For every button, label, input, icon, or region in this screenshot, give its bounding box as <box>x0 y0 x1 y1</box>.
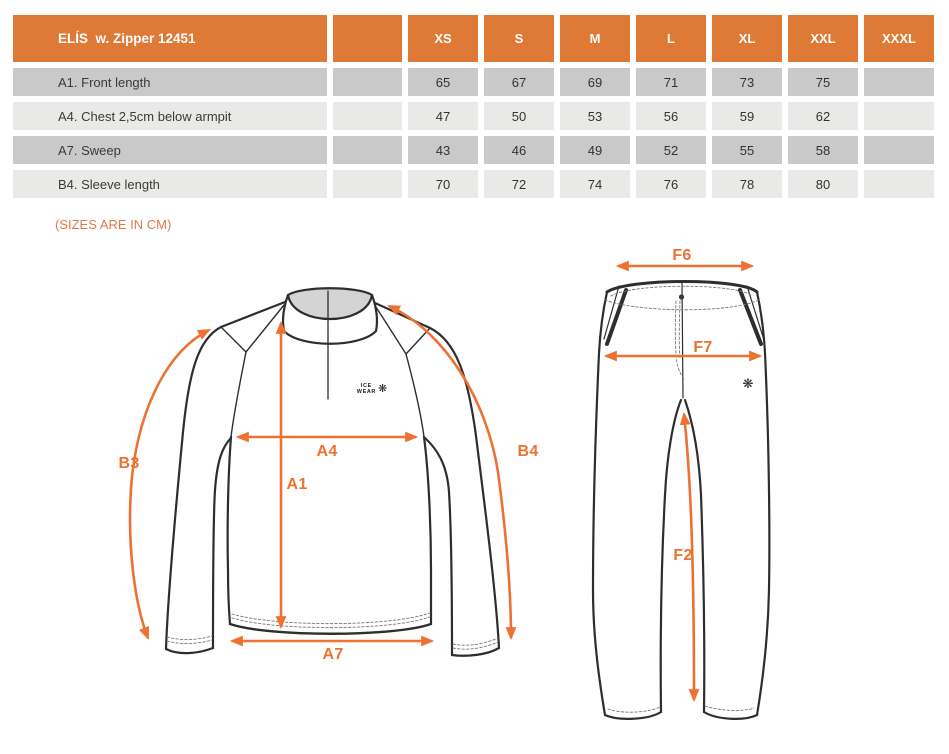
logo-text-line2: WEAR <box>356 389 376 395</box>
row-label-sweep: A7. Sweep <box>13 136 327 164</box>
value-cell: 74 <box>560 170 630 198</box>
measurement-label-a1: A1 <box>286 476 308 493</box>
row-label-sleeve-length: B4. Sleeve length <box>13 170 327 198</box>
value-cell: 58 <box>788 136 858 164</box>
value-cell: 62 <box>788 102 858 130</box>
measurement-label-b3: B3 <box>118 455 140 472</box>
value-cell: 72 <box>484 170 554 198</box>
value-cell: 55 <box>712 136 782 164</box>
size-header-xs: XS <box>408 15 478 62</box>
measurement-label-a7: A7 <box>322 646 344 663</box>
size-header-xxl: XXL <box>788 15 858 62</box>
sizes-unit-note: (SIZES ARE IN CM) <box>55 217 172 232</box>
collar-opening <box>288 288 372 319</box>
snowflake-icon: ❋ <box>378 382 388 395</box>
value-cell: 69 <box>560 68 630 96</box>
row-label-chest: A4. Chest 2,5cm below armpit <box>13 102 327 130</box>
value-cell: 70 <box>408 170 478 198</box>
value-cell: 56 <box>636 102 706 130</box>
stitch-lines <box>167 613 498 649</box>
measurement-label-b4: B4 <box>517 443 539 460</box>
size-header-m: M <box>560 15 630 62</box>
measurement-label-f6: F6 <box>672 247 692 264</box>
snowflake-icon: ❋ <box>742 376 754 391</box>
measurement-label-f7: F7 <box>693 339 713 356</box>
sweater-drawing <box>166 288 499 655</box>
value-cell: 78 <box>712 170 782 198</box>
product-title: ELÍS w. Zipper 12451 <box>13 15 327 62</box>
value-cell: 49 <box>560 136 630 164</box>
value-cell: 50 <box>484 102 554 130</box>
value-cell: 73 <box>712 68 782 96</box>
logo-text-line1: ICE <box>360 382 372 389</box>
value-cell: 52 <box>636 136 706 164</box>
size-header-xxxl: XXXL <box>864 15 934 62</box>
value-cell: 47 <box>408 102 478 130</box>
arrow-b4 <box>389 306 511 638</box>
value-cell: 75 <box>788 68 858 96</box>
size-header-xl: XL <box>712 15 782 62</box>
value-cell: 67 <box>484 68 554 96</box>
value-cell: 71 <box>636 68 706 96</box>
icewear-logo <box>357 383 387 395</box>
value-cell: 43 <box>408 136 478 164</box>
value-cell: 53 <box>560 102 630 130</box>
size-header-s: S <box>484 15 554 62</box>
value-cell: 46 <box>484 136 554 164</box>
value-cell: 76 <box>636 170 706 198</box>
measurement-label-a4: A4 <box>316 443 338 460</box>
measurement-label-f2: F2 <box>673 547 693 564</box>
value-cell: 80 <box>788 170 858 198</box>
value-cell: 59 <box>712 102 782 130</box>
row-label-front-length: A1. Front length <box>13 68 327 96</box>
size-header-l: L <box>636 15 706 62</box>
waist-button <box>679 294 684 299</box>
value-cell: 65 <box>408 68 478 96</box>
pants-drawing <box>593 282 769 719</box>
